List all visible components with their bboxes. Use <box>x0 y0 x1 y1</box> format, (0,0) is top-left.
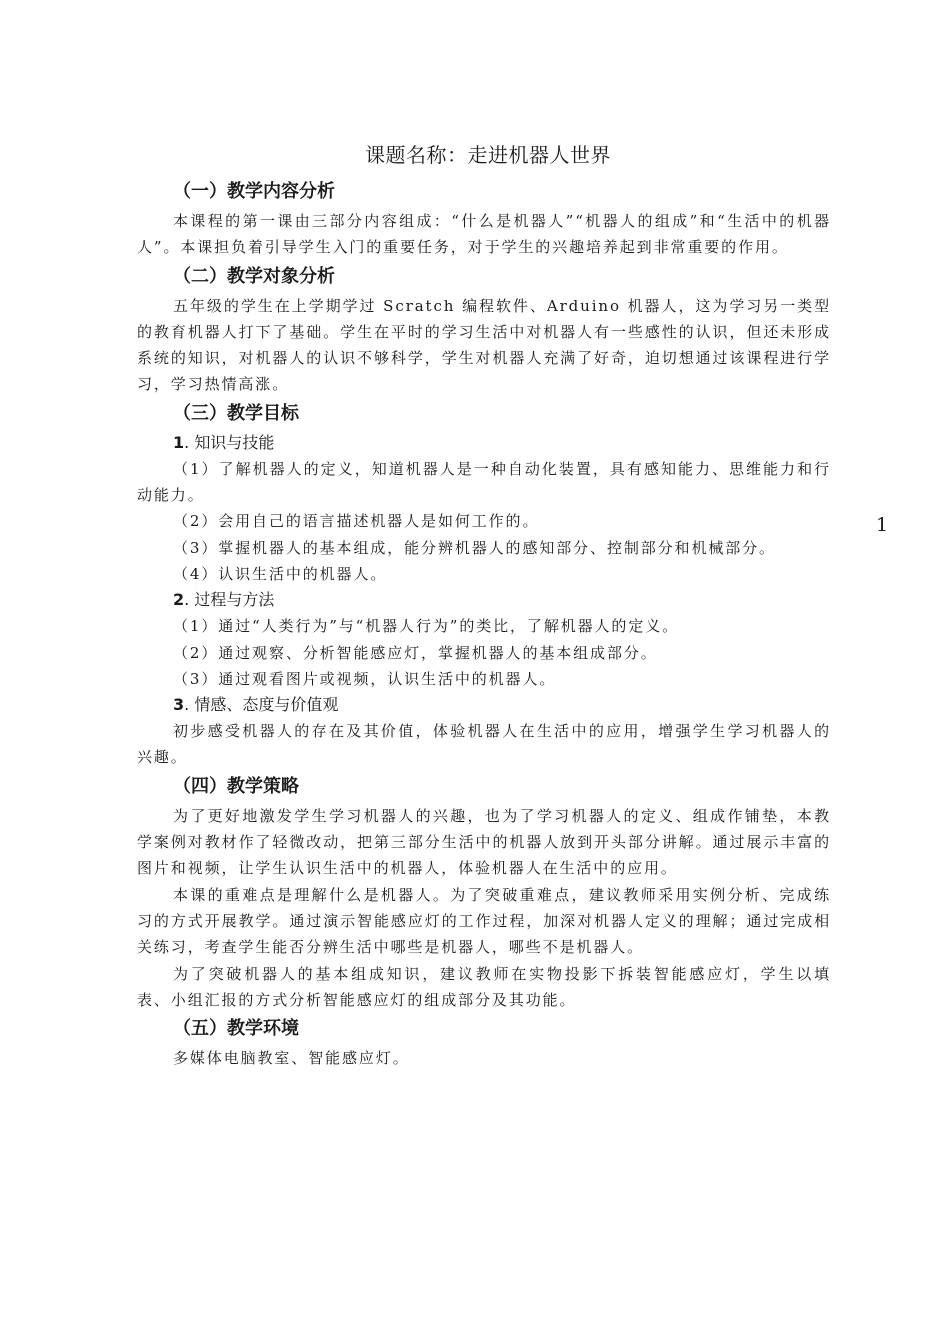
paragraph: 多媒体电脑教室、智能感应灯。 <box>173 1049 410 1068</box>
paragraph: 初步感受机器人的存在及其价值，体验机器人在生活中的应用，增强学生学习机器人的兴趣。 <box>137 722 831 767</box>
list-item: （4）认识生活中的机器人。 <box>173 564 388 583</box>
list-item: （2）会用自己的语言描述机器人是如何工作的。 <box>173 512 540 531</box>
paragraph: 为了突破机器人的基本组成知识，建议教师在实物投影下拆装智能感应灯，学生以填表、小组汇报的方式分析智能感应灯的组成部分及其功能。 <box>137 964 831 1009</box>
section-heading-teaching-environment: （五）教学环境 <box>173 1018 299 1040</box>
section-heading-teaching-objectives: （三）教学目标 <box>173 402 299 424</box>
subsection-heading-attitudes-values <box>137 692 831 718</box>
list-item: （1）通过“人类行为”与“机器人行为”的类比，了解机器人的定义。 <box>173 617 680 636</box>
paragraph: 本课程的第一课由三部分内容组成：“什么是机器人”“机器人的组成”和“生活中的机器人”。本课担负着引导学生入门的重要任务，对于学生的兴趣培养起到非常重要的作用。 <box>137 212 831 257</box>
page-number: 1 <box>876 514 889 536</box>
subsection-title: . 知识与技能 <box>184 432 275 452</box>
list-item: （2）通过观察、分析智能感应灯，掌握机器人的基本组成部分。 <box>173 643 658 662</box>
list-item: （1）了解机器人的定义，知道机器人是一种自动化装置，具有感知能力、思维能力和行动能力。 <box>137 459 831 505</box>
page-title: 课题名称：走进机器人世界 <box>365 143 611 167</box>
list-item: （3）通过观看图片或视频，认识生活中的机器人。 <box>173 669 557 688</box>
subsection-number: 1 <box>173 432 185 452</box>
section-heading-teaching-strategy: （四）教学策略 <box>173 775 299 797</box>
subsection-title: . 情感、态度与价值观 <box>184 695 339 715</box>
document-body <box>137 138 831 1071</box>
section-heading-audience-analysis: （二）教学对象分析 <box>173 265 335 287</box>
paragraph: 本课的重难点是理解什么是机器人。为了突破重难点，建议教师采用实例分析、完成练习的方式开展教学。通过演示智能感应灯的工作过程，加深对机器人定义的理解；通过完成相关练习，考查学生能否分辨生活中哪些是机器人，哪些不是机器人。 <box>137 885 831 957</box>
subsection-number: 3 <box>173 695 185 715</box>
subsection-heading-process-methods <box>137 587 831 613</box>
subsection-number: 2 <box>173 590 185 610</box>
subsection-title: . 过程与方法 <box>184 590 275 610</box>
list-item: （3）掌握机器人的基本组成，能分辨机器人的感知部分、控制部分和机械部分。 <box>173 538 776 557</box>
paragraph: 为了更好地激发学生学习机器人的兴趣，也为了学习机器人的定义、组成作铺垫，本教学案例对教材作了轻微改动，把第三部分生活中的机器人放到开头部分讲解。通过展示丰富的图片和视频，让学生认识生活中的机器人，体验机器人在生活中的应用。 <box>137 806 831 878</box>
section-heading-content-analysis: （一）教学内容分析 <box>173 181 335 202</box>
paragraph: 五年级的学生在上学期学过 Scratch 编程软件、Arduino 机器人，这为学习另一类型的教育机器人打下了基础。学生在平时的学习生活中对机器人有一些感性的认识，但还未形成系统的知识，对机器人的认识不够科学，学生对机器人充满了好奇，迫切想通过该课程进行学习，学习热情高涨。 <box>137 296 831 394</box>
subsection-heading-knowledge-skills <box>137 430 831 456</box>
